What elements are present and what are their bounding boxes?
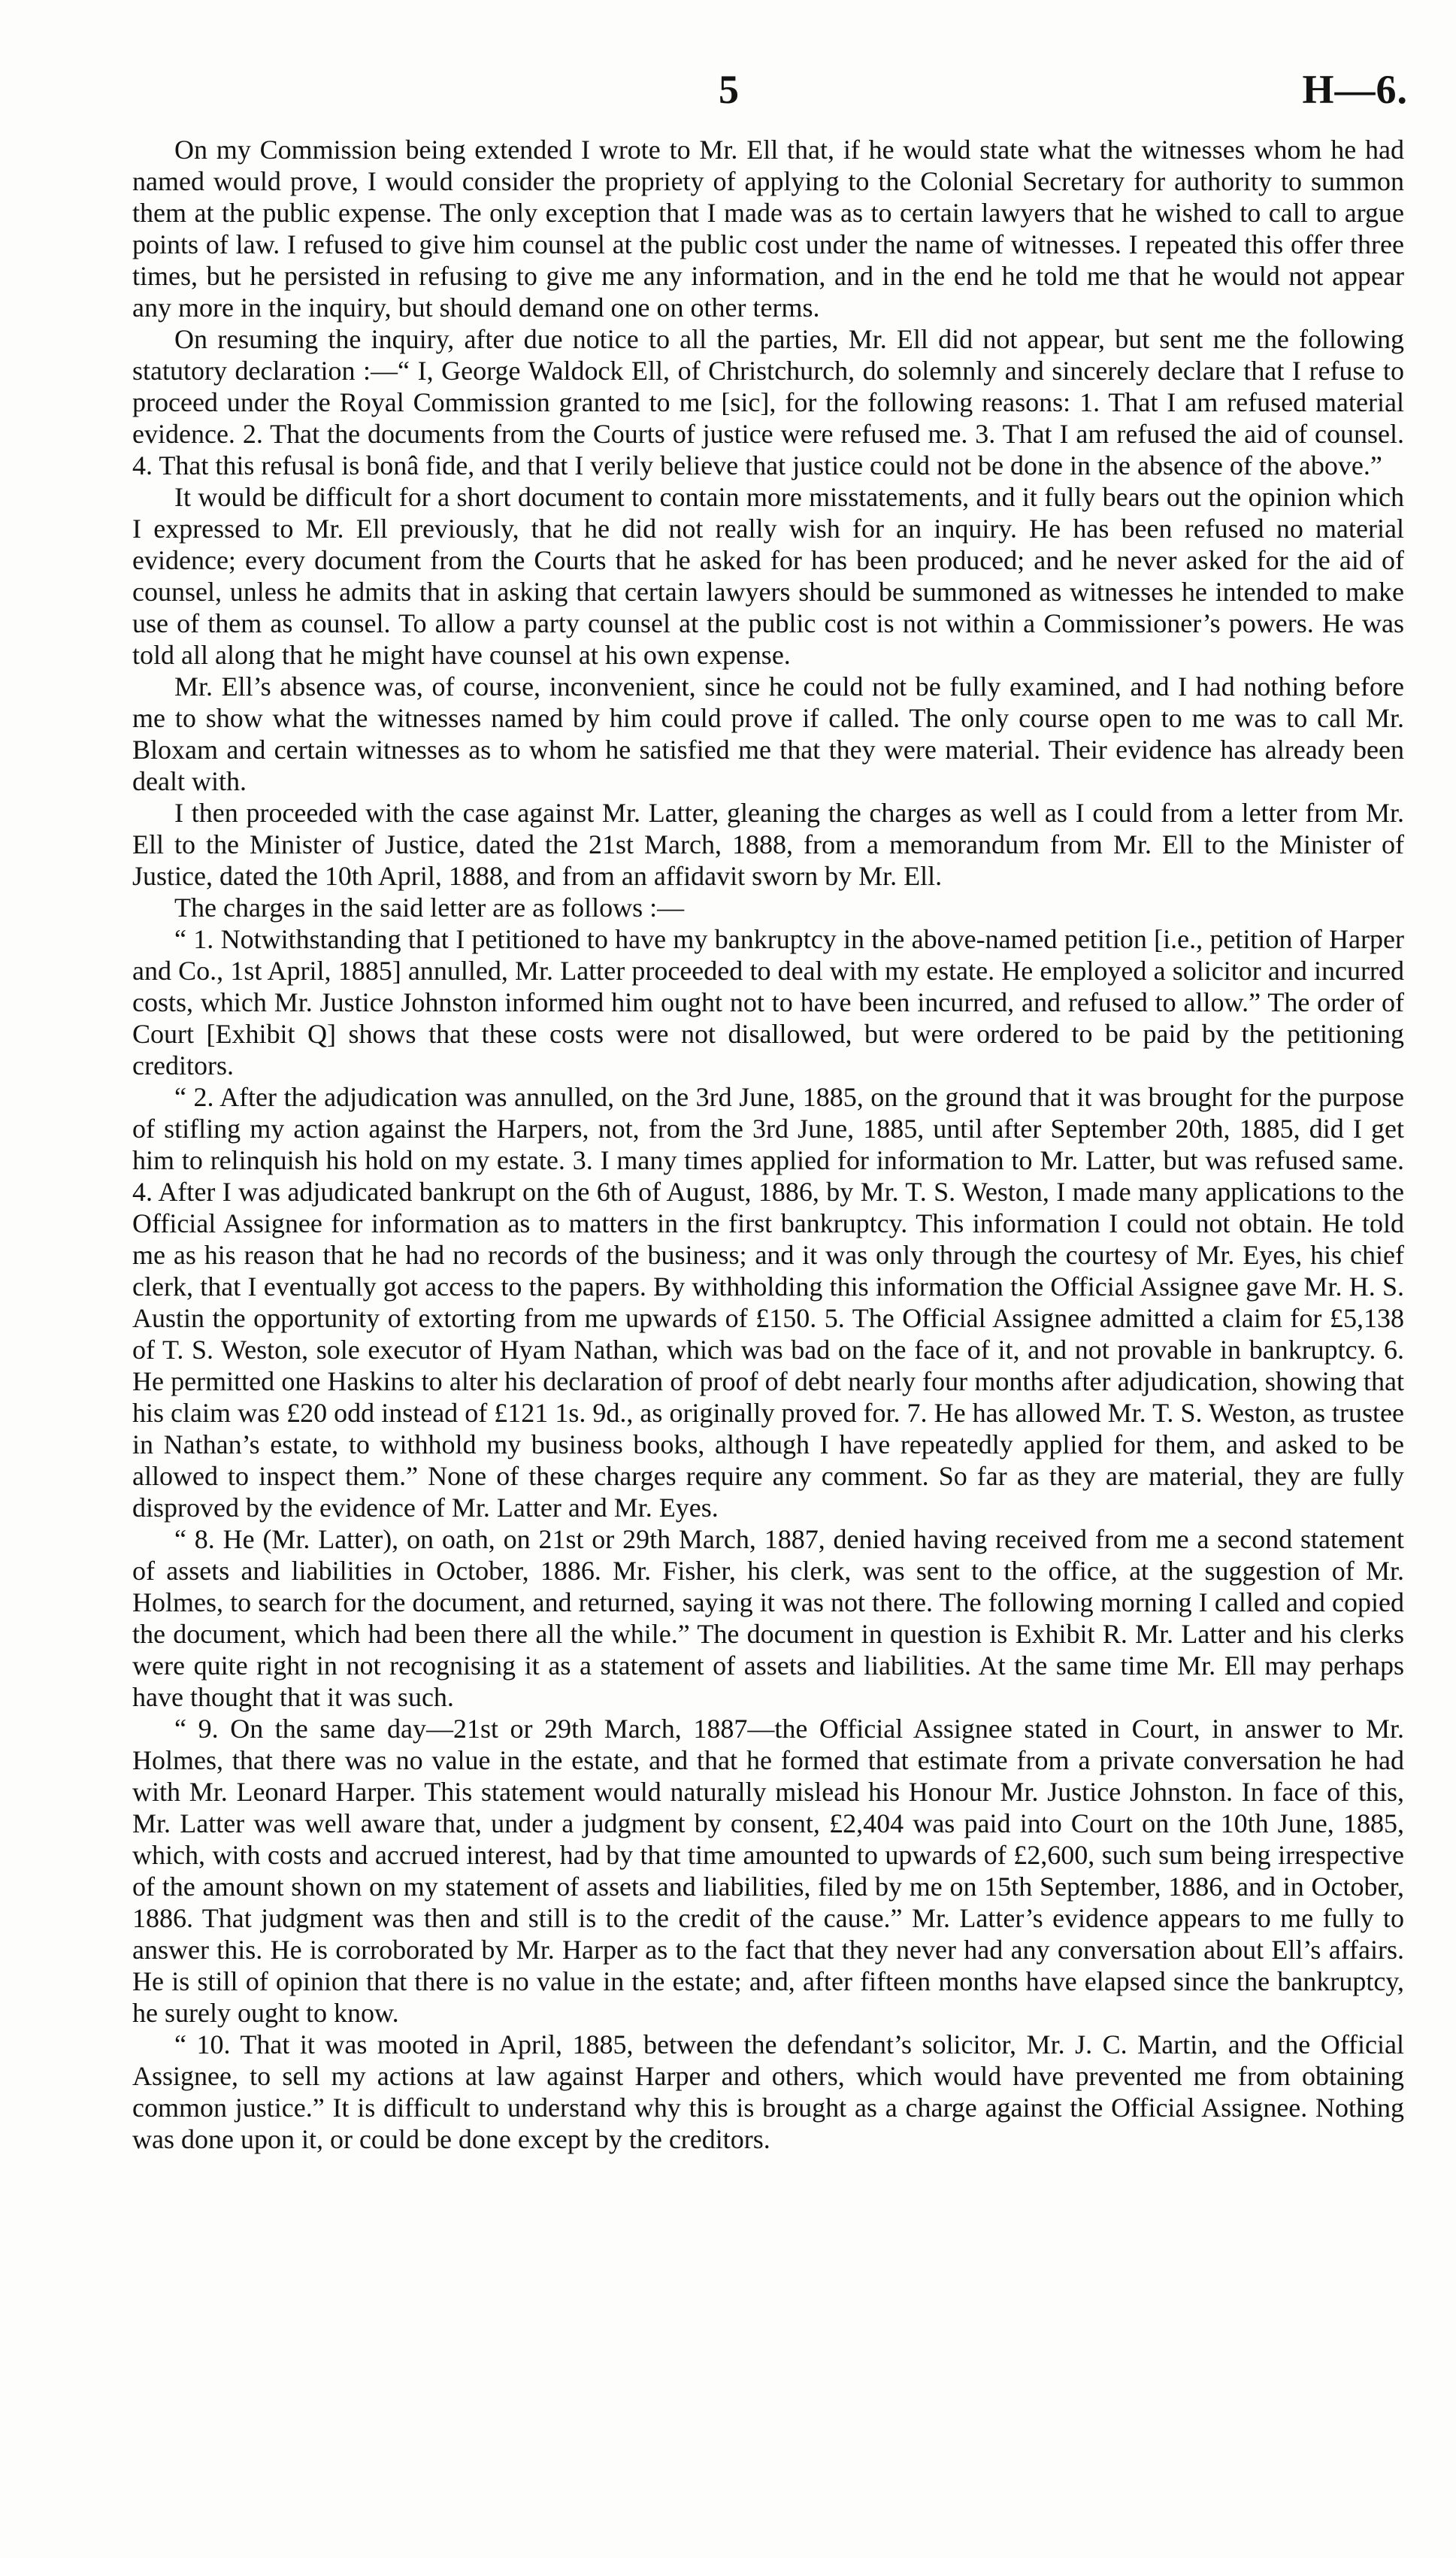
document-code: H—6. xyxy=(1302,67,1408,112)
paragraph-charges-2-7: “ 2. After the adjudication was annulled, on the 3rd June, 1885, on the ground that it was brought for the purpose of stifling my action against the Harpers, not, from the 3rd June, 1885, until after September 20th, 1885, did I get him to relinquish his hold on my estate. 3. I many times applied for information to Mr. Latter, but was refused same. 4. After I was adjudicated bankrupt on the 6th of August, 1886, by Mr. T. S. Weston, I made many applications to the Official Assignee for information as to matters in the first bankruptcy. This information I could not obtain. He told me as his reason that he had no records of the business; and it was only through the courtesy of Mr. Eyes, his chief clerk, that I eventually got access to the papers. By withholding this information the Official Assignee gave Mr. H. S. Austin the opportunity of extorting from me upwards of £150. 5. The Official Assignee admitted a claim for £5,138 of T. S. Weston, sole executor of Hyam Nathan, which was bad on the face of it, and not provable in bankruptcy. 6. He permitted one Haskins to alter his declaration of proof of debt nearly four months after adjudication, showing that his claim was £20 odd instead of £121 1s. 9d., as originally proved for. 7. He has allowed Mr. T. S. Weston, as trustee in Nathan’s estate, to withhold my business books, although I have repeatedly applied for them, and asked to be allowed to inspect them.” None of these charges require any comment. So far as they are material, they are fully disproved by the evidence of Mr. Latter and Mr. Eyes. xyxy=(132,1082,1404,1523)
paragraph-charge-10: “ 10. That it was mooted in April, 1885, between the defendant’s solicitor, Mr. J. C. Martin, and the Official Assignee, to sell my actions at law against Harper and others, which would have prevented me from obtaining common justice.” It is difficult to understand why this is brought as a charge against the Official Assignee. Nothing was done upon it, or could be done except by the creditors. xyxy=(132,2029,1404,2154)
paragraph-charge-8: “ 8. He (Mr. Latter), on oath, on 21st or 29th March, 1887, denied having received from me a second statement of assets and liabilities in October, 1886. Mr. Fisher, his clerk, was sent to the office, at the suggestion of Mr. Holmes, to search for the document, and returned, saying it was not there. The following morning I called and copied the document, which had been there all the while.” The document in question is Exhibit R. Mr. Latter and his clerks were quite right in not recognising it as a statement of assets and liabilities. At the same time Mr. Ell may perhaps have thought that it was such. xyxy=(132,1524,1404,1712)
paragraph-case-against-latter: I then proceeded with the case against Mr. Latter, gleaning the charges as well as I could from a letter from Mr. Ell to the Minister of Justice, dated the 21st March, 1888, from a memorandum from Mr. Ell to the Minister of Justice, dated the 10th April, 1888, and from an affidavit sworn by Mr. Ell. xyxy=(132,798,1404,891)
paragraph-charge-9: “ 9. On the same day—21st or 29th March, 1887—the Official Assignee stated in Court, in answer to Mr. Holmes, that there was no value in the estate, and that he formed that estimate from a private conversation he had with Mr. Leonard Harper. This statement would naturally mislead his Honour Mr. Justice Johnston. In face of this, Mr. Latter was well aware that, under a judgment by consent, £2,404 was paid into Court on the 10th June, 1885, which, with costs and accrued interest, had by that time amounted to upwards of £2,600, such sum being irrespective of the amount shown on my statement of assets and liabilities, filed by me on 15th September, 1886, and in October, 1886. That judgment was then and still is to the credit of the cause.” Mr. Latter’s evidence appears to me fully to answer this. He is corroborated by Mr. Harper as to the fact that they never had any conversation about Ell’s affairs. He is still of opinion that there is no value in the estate; and, after fifteen months have elapsed since the bankruptcy, he surely ought to know. xyxy=(132,1714,1404,2028)
paragraph-charge-1: “ 1. Notwithstanding that I petitioned to have my bankruptcy in the above-named petition [i.e., petition of Harper and Co., 1st April, 1885] annulled, Mr. Latter proceeded to deal with my estate. He employed a solicitor and incurred costs, which Mr. Justice Johnston informed him ought not to have been incurred, and refused to allow.” The order of Court [Exhibit Q] shows that these costs were not disallowed, but were ordered to be paid by the petitioning creditors. xyxy=(132,924,1404,1080)
paragraph-charges-intro: The charges in the said letter are as follows :— xyxy=(174,893,685,923)
paragraph-misstatements: It would be difficult for a short document to contain more misstatements, and it fully bears out the opinion which I expressed to Mr. Ell previously, that he did not really wish for an inquiry. He has been refused no material evidence; every document from the Courts that he asked for has been produced; and he never asked for the aid of counsel, unless he admits that in asking that certain lawyers should be summoned as witnesses he intended to make use of them as counsel. To allow a party counsel at the public cost is not within a Commissioner’s powers. He was told all along that he might have counsel at his own expense. xyxy=(132,482,1404,670)
paragraph-commission-extended: On my Commission being extended I wrote to Mr. Ell that, if he would state what the witnesses whom he had named would prove, I would consider the propriety of applying to the Colonial Secretary for authority to summon them at the public expense. The only exception that I made was as to certain lawyers that he wished to call to argue points of law. I refused to give him counsel at the public cost under the name of witnesses. I repeated this offer three times, but he persisted in refusing to give me any information, and in the end he told me that he would not appear any more in the inquiry, but should demand one on other terms. xyxy=(132,135,1404,323)
paragraph-statutory-declaration: On resuming the inquiry, after due notice to all the parties, Mr. Ell did not appear, but sent me the following statutory declaration :—“ I, George Waldock Ell, of Christchurch, do solemnly and sincerely declare that I refuse to proceed under the Royal Commission granted to me [sic], for the following reasons: 1. That I am refused material evidence. 2. That the documents from the Courts of justice were refused me. 3. That I am refused the aid of counsel. 4. That this refusal is bonâ fide, and that I verily believe that justice could not be done in the absence of the above.” xyxy=(132,324,1404,480)
document-body xyxy=(132,134,1404,2457)
paragraph-ell-absence: Mr. Ell’s absence was, of course, inconvenient, since he could not be fully examined, and I had nothing before me to show what the witnesses named by him could prove if called. The only course open to me was to call Mr. Bloxam and certain witnesses as to whom he satisfied me that they were material. Their evidence has already been dealt with. xyxy=(132,671,1404,796)
page-number: 5 xyxy=(719,67,740,112)
